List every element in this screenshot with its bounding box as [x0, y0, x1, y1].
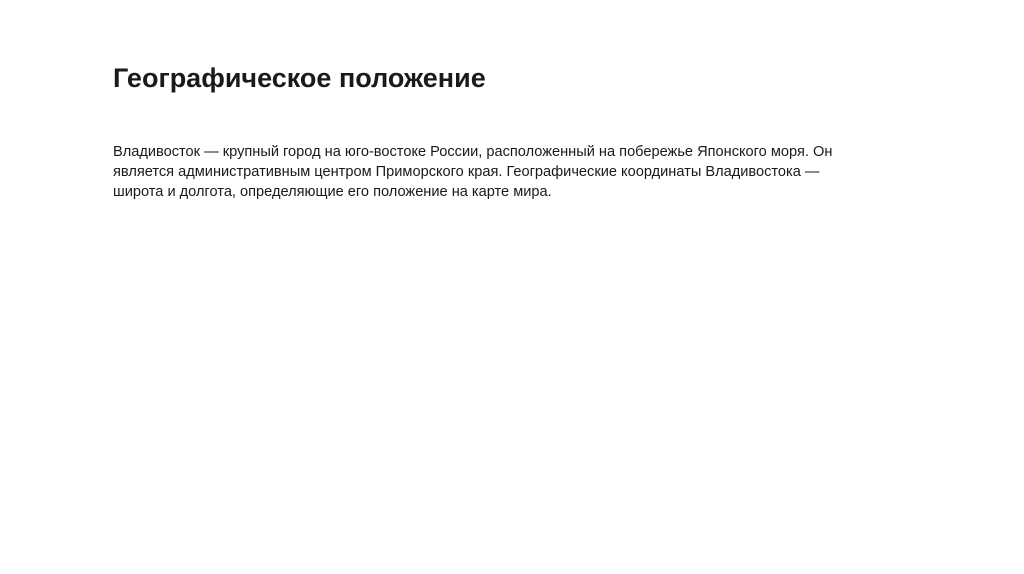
- body-line-1: Владивосток — крупный город на юго-востоке России, расположенный на побережье Японского моря. Он: [113, 144, 833, 160]
- body-line-2: является административным центром Приморского края. Географические координаты Владивостока —: [113, 164, 820, 180]
- body-line-3: широта и долгота, определяющие его положение на карте мира.: [113, 184, 552, 200]
- slide-title: Географическое положение: [113, 63, 486, 93]
- slide-body-text: [113, 142, 903, 202]
